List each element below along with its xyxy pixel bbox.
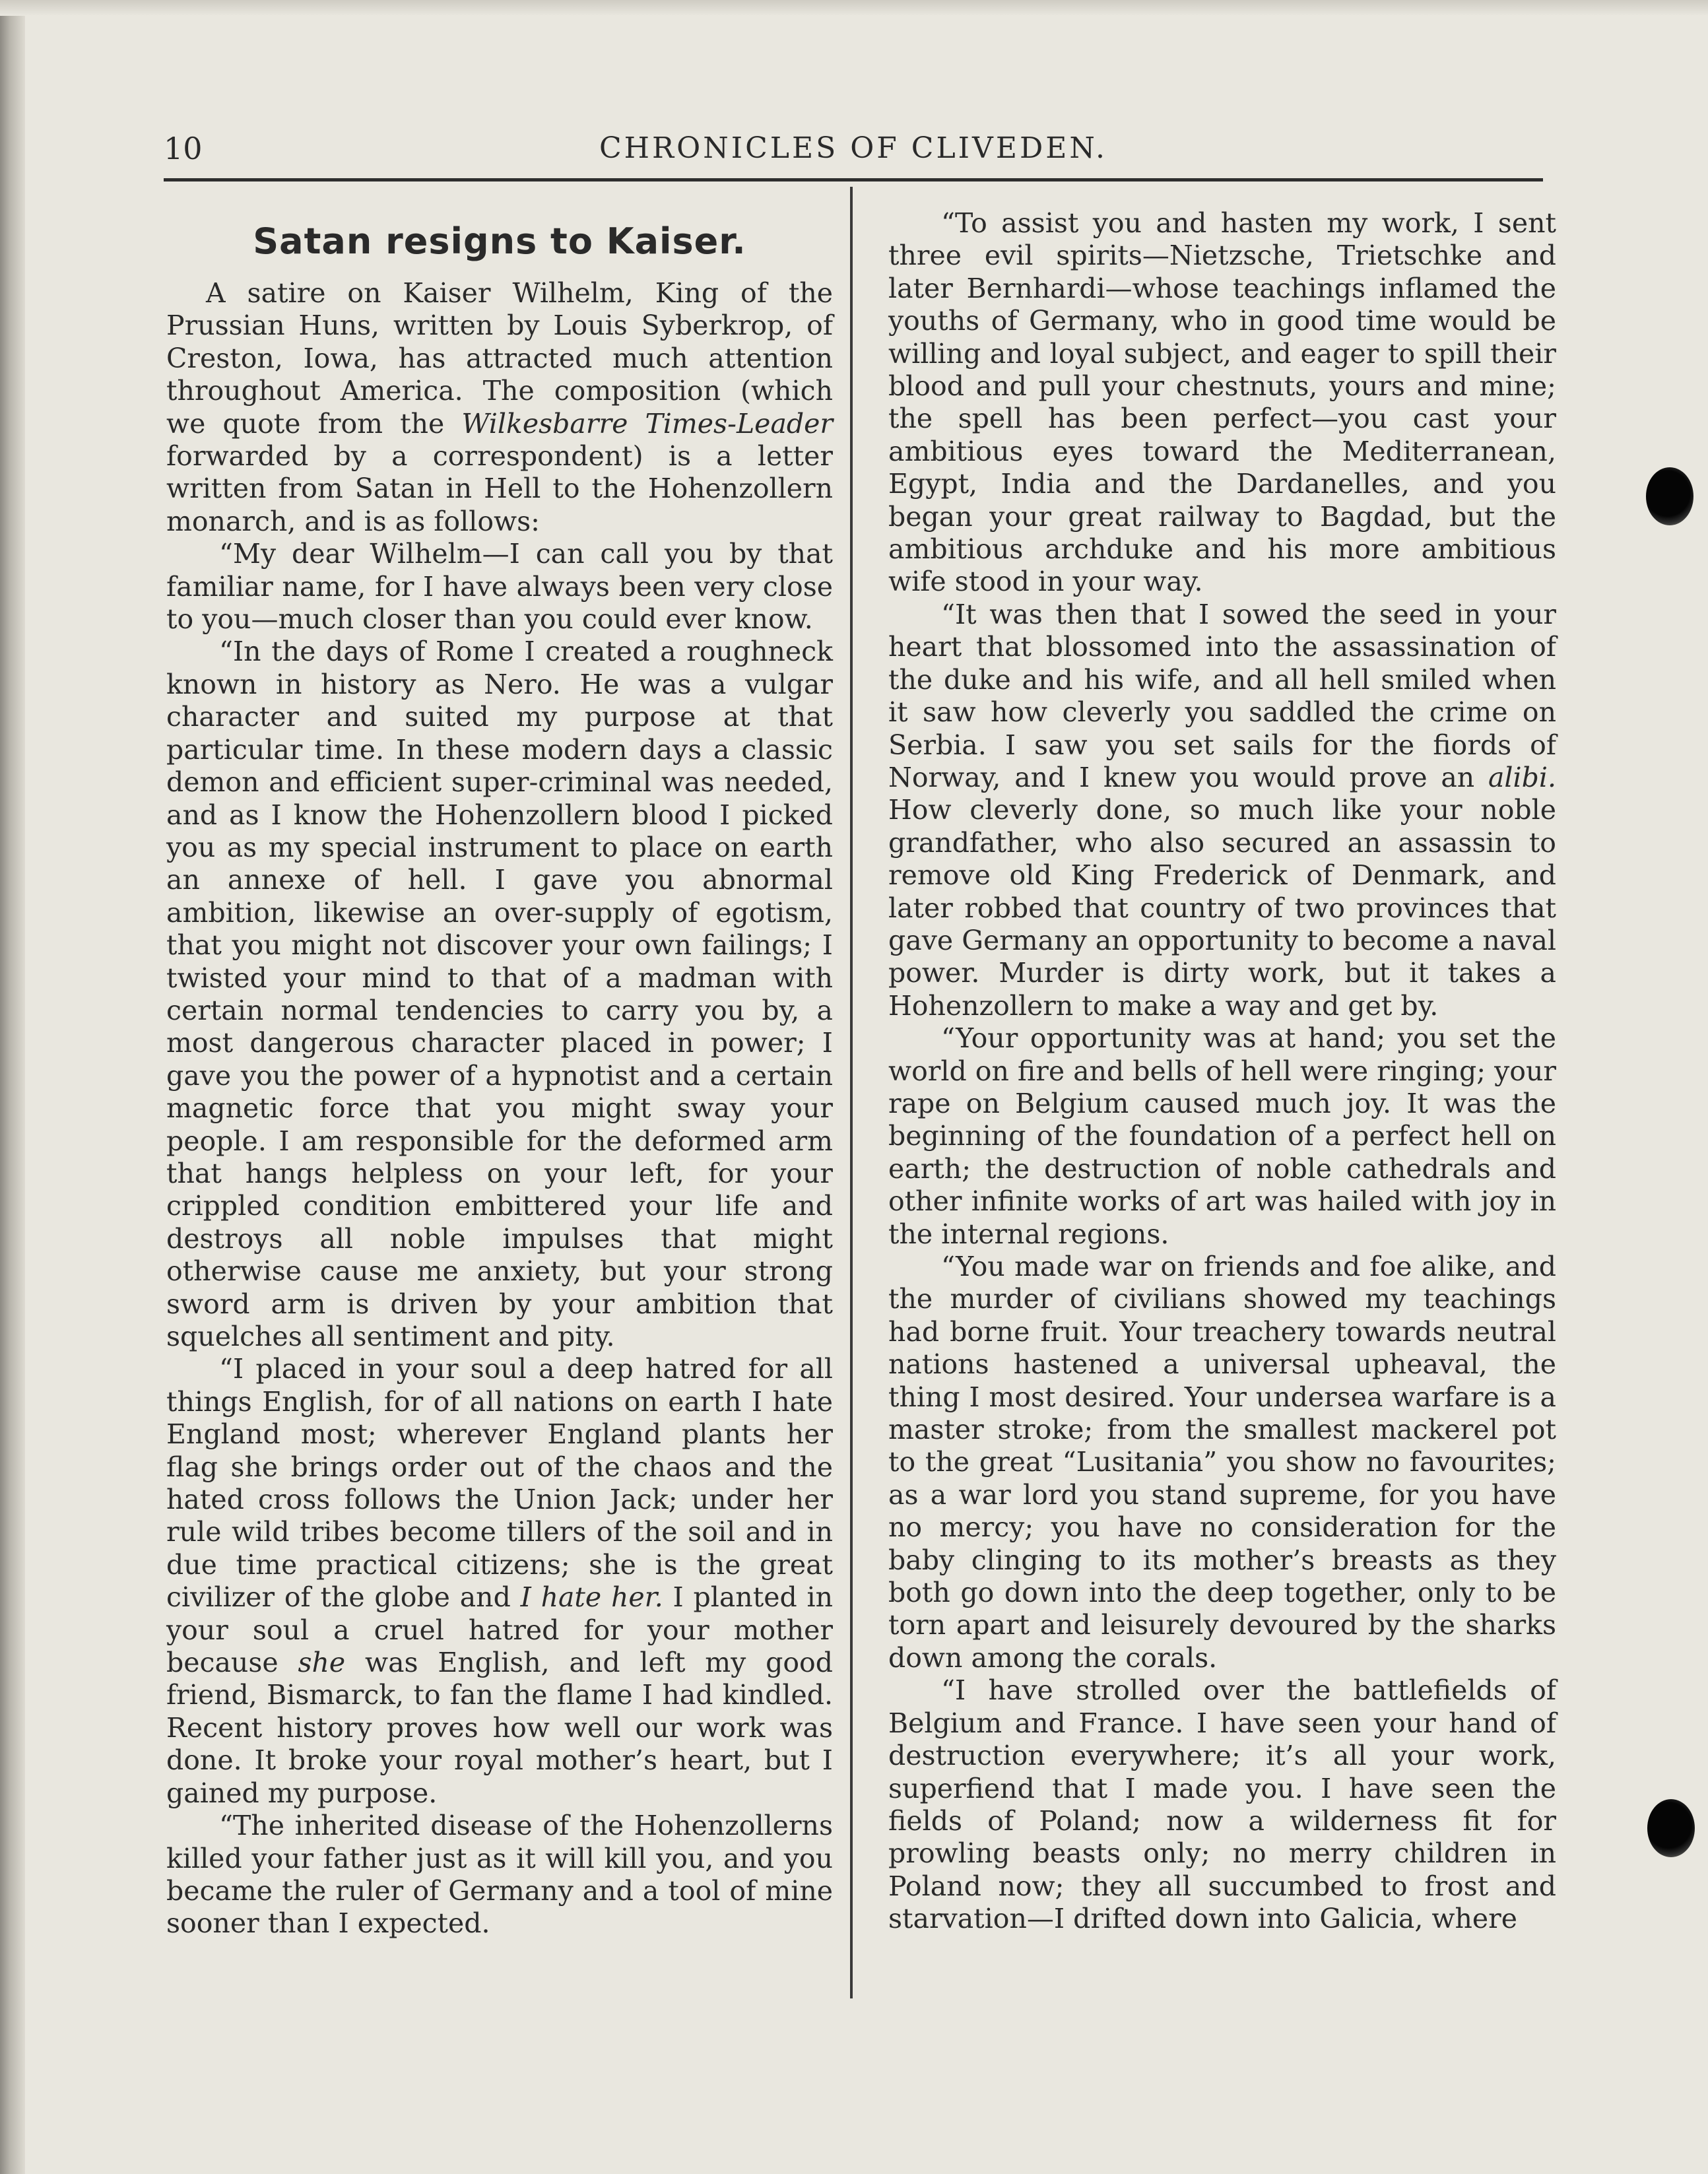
paragraph-text: “To assist you and hasten my work, I sent three evil spirits—Nietzsche, Trietschke and later Bernhardi—whose teachings inflamed the youths of Germany, who in good time would be willing and loyal subject, and eager to spill their blood and pull your chestnuts, yours and mine; the spell has been perfect—you cast your ambitious eyes toward the Mediterranean, Egypt, India and the Dardanelles, and you began your great railway to Bagdad, but the ambitious archduke and his more ambitious wife stood in your way. <box>888 207 1556 598</box>
paragraph <box>888 599 1556 1022</box>
paragraph-text: How cleverly done, so much like your noble grandfather, who also secured an assassin to remove old King Frederick of Denmark, and later robbed that country of two provinces that gave Germany an opportunity to become a naval power. Murder is dirty work, but it takes a Hohenzollern to make a way and get by. <box>888 794 1556 1022</box>
paragraph <box>166 1353 833 1810</box>
paragraph <box>166 277 833 538</box>
paragraph <box>888 1251 1556 1674</box>
paragraph <box>166 636 833 1353</box>
paragraph-text: “I placed in your soul a deep hatred for all things English, for of all nations on earth I hate England most; wherever England plants her flag she brings order out of the chaos and the hated cross follows the Union Jack; under her rule wild tribes become tillers of the soil and in due time practical citizens; she is the great civilizer of the globe and <box>166 1353 833 1614</box>
italic-text: Wilkesbarre Times-Leader <box>461 407 833 440</box>
paragraph-text: “The inherited disease of the Hohenzollerns killed your father just as it will kill you, and you became the ruler of Germany and a tool of mine sooner than I expected. <box>166 1810 833 1940</box>
left-column-paragraphs <box>166 277 833 1940</box>
paragraph <box>888 207 1556 599</box>
paragraph-text: “My dear Wilhelm—I can call you by that familiar name, for I have always been very close to you—much closer than you could ever know. <box>166 538 833 636</box>
paragraph <box>888 1674 1556 1935</box>
paragraph <box>166 1810 833 1940</box>
paragraph-text: “In the days of Rome I created a roughneck known in history as Nero. He was a vulgar character and suited my purpose at that particular time. In these modern days a classic demon and efficient super-criminal was needed, and as I know the Hohenzollern blood I picked you as my special instrument to place on earth an annexe of hell. I gave you abnormal ambition, likewise an over-supply of egotism, that you might not discover your own failings; I twisted your mind to that of a madman with certain normal tendencies to carry you by, a most dangerous character placed in power; I gave you the power of a hypnotist and a certain magnetic force that you might sway your people. I am responsible for the deformed arm that hangs helpless on your left, for your crippled condition embittered your life and destroys all noble impulses that might otherwise cause me anxiety, but your strong sword arm is driven by your ambition that squelches all sentiment and pity. <box>166 636 833 1352</box>
punch-hole-bottom <box>1647 1799 1695 1857</box>
journal-title: CHRONICLES OF CLIVEDEN. <box>599 131 1108 165</box>
page-top-edge <box>0 0 1708 16</box>
paragraph-text: “Your opportunity was at hand; you set the world on fire and bells of hell were ringing; your rape on Belgium caused much joy. It was the beginning of the foundation of a perfect hell on earth; the destruction of noble cathedrals and other infinite works of art was hailed with joy in the internal regions. <box>888 1022 1556 1250</box>
column-divider <box>850 187 853 1998</box>
paragraph <box>166 538 833 636</box>
paragraph-text: A satire on Kaiser Wilhelm, King of the Prussian Huns, written by Louis Syberkrop, of Creston, Iowa, has attracted much attention throughout America. The composition (which we quote from the <box>166 277 833 440</box>
paragraph-text: forwarded by a correspondent) is a letter written from Satan in Hell to the Hohenzollern monarch, and is as follows: <box>166 440 833 537</box>
paragraph-text: “You made war on friends and foe alike, and the murder of civilians showed my teachings had borne fruit. Your treachery towards neutral nations hastened a universal upheaval, the thing I most desired. Your undersea warfare is a master stroke; from the smallest mackerel pot to the great “Lusitania” you show no favourites; as a war lord you stand supreme, for you have no mercy; you have no consideration for the baby clinging to its mother’s breasts as they both go down into the deep together, only to be torn apart and leisurely devoured by the sharks down among the corals. <box>888 1251 1556 1674</box>
page-number: 10 <box>164 131 203 166</box>
italic-text: I hate her. <box>520 1581 663 1614</box>
right-column <box>888 207 1556 1936</box>
page-binding-edge <box>0 0 25 2174</box>
italic-text: she <box>298 1647 346 1679</box>
paragraph-text: I planted in your soul a cruel hatred for your mother because <box>166 1581 833 1679</box>
header-rule <box>164 178 1543 181</box>
paragraph-text: “It was then that I sowed the seed in your heart that blossomed into the assassination of the duke and his wife, and all hell smiled when it saw how cleverly you saddled the crime on Serbia. I saw you set sails for the fiords of Norway, and I knew you would prove an <box>888 598 1556 793</box>
running-head <box>164 125 1543 172</box>
article-title: Satan resigns to Kaiser. <box>253 220 746 262</box>
paragraph-text: “I have strolled over the battlefields of Belgium and France. I have seen your hand of destruction everywhere; it’s all your work, superfiend that I made you. I have seen the fields of Poland; now a wilderness fit for prowling beasts only; no merry children in Poland now; they all succumbed to frost and starvation—I drifted down into Galicia, where <box>888 1674 1556 1935</box>
italic-text: alibi. <box>1488 761 1556 793</box>
right-column-paragraphs <box>888 207 1556 1936</box>
punch-hole-top <box>1646 467 1693 525</box>
left-column <box>166 206 833 1940</box>
paragraph-text: was English, and left my good friend, Bismarck, to fan the flame I had kindled. Recent history proves how well our work was done. It broke your royal mother’s heart, but I gained my purpose. <box>166 1647 833 1809</box>
paragraph <box>888 1022 1556 1251</box>
